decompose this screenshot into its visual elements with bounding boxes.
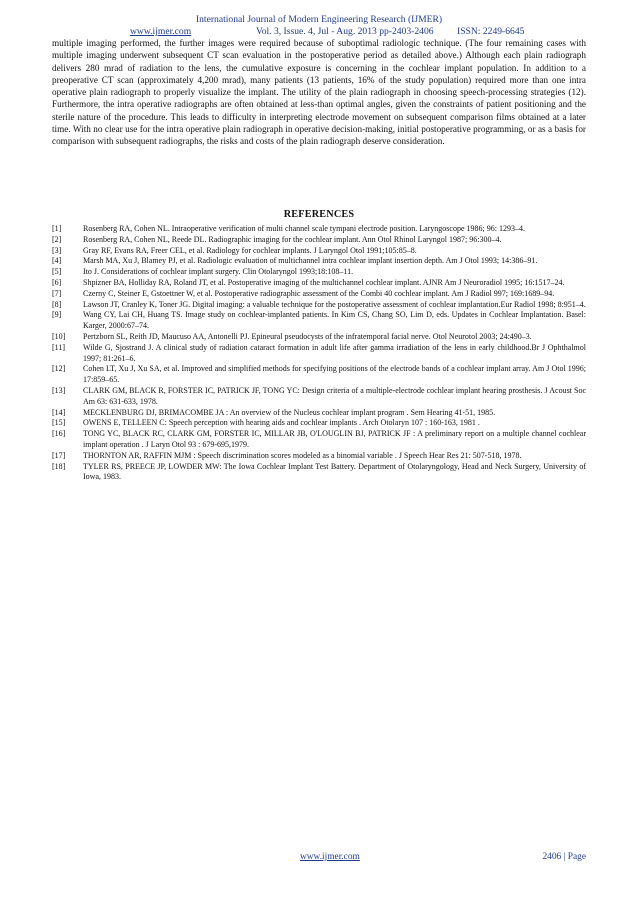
reference-item bbox=[52, 267, 586, 278]
reference-number: [4] bbox=[52, 256, 62, 266]
reference-text: MECKLENBURG DJ, BRIMACOMBE JA : An overview of the Nucleus cochlear implant program . Sem Hearing 41-51, 1985. bbox=[83, 407, 496, 417]
reference-text: CLARK GM, BLACK R, FORSTER IC, PATRICK JF, TONG YC: Design criteria of a multiple-electrode cochlear implant hearing prosthesis. J Acoust Soc Am 63: 631-633, 1978. bbox=[83, 385, 586, 406]
reference-item bbox=[52, 429, 586, 451]
reference-item bbox=[52, 386, 586, 408]
references-list bbox=[52, 224, 586, 483]
reference-number: [8] bbox=[52, 299, 62, 309]
header-website-link[interactable]: www.ijmer.com bbox=[130, 26, 192, 37]
journal-header bbox=[0, 14, 638, 38]
reference-number: [14] bbox=[52, 407, 66, 417]
reference-item bbox=[52, 278, 586, 289]
reference-item bbox=[52, 256, 586, 267]
reference-text: Czerny C, Steiner E, Gstoettner W, et al. Postoperative radiographic assessment of the Combi 40 cochlear implant. Am J Radiol 997; 169:1689–94. bbox=[83, 288, 555, 298]
reference-text: THORNTON AR, RAFFIN MJM : Speech discrimination scores modeled as a binomial variable . J Speech Hear Res 21: 507-518, 1978. bbox=[83, 450, 522, 460]
reference-number: [2] bbox=[52, 234, 62, 244]
reference-number: [12] bbox=[52, 364, 66, 374]
footer-website-link[interactable]: www.ijmer.com bbox=[300, 852, 360, 862]
header-issn: ISSN: 2249-6645 bbox=[457, 26, 525, 37]
reference-number: [9] bbox=[52, 310, 62, 320]
page-number: 2406 | Page bbox=[542, 852, 586, 862]
reference-item bbox=[52, 408, 586, 419]
reference-number: [13] bbox=[52, 385, 66, 395]
reference-number: [17] bbox=[52, 450, 66, 460]
reference-item bbox=[52, 310, 586, 332]
reference-number: [5] bbox=[52, 267, 62, 277]
reference-number: [16] bbox=[52, 429, 66, 439]
header-volume: Vol. 3, Issue. 4, Jul - Aug. 2013 pp-2403-2406 bbox=[256, 26, 434, 37]
reference-item bbox=[52, 332, 586, 343]
reference-number: [11] bbox=[52, 342, 66, 352]
reference-text: Lawson JT, Cranley K, Toner JG. Digital imaging: a valuable technique for the postoperative assessment of cochlear implantation.Eur Radiol 1998; 8:951–4. bbox=[83, 299, 586, 309]
body-paragraph: multiple imaging performed, the further images were required because of suboptimal radiologic technique. (The four remaining cases with multiple imaging underwent subsequent CT scan evaluation in the postoperative period as detailed above.) Although each plain radiograph delivers 280 mrad of radiation to the lens, the cumulative exposure is concerning in the cochlear implant population. In addition to a preoperative CT scan (approximately 4,200 mrad), many patients (13 patients, 16% of the study population) required more than one intra operative plain radiograph to properly visualize the implant. The utility of the plain radiograph in choosing speech-processing strategies (12). Furthermore, the intra operative radiographs are often obtained at less-than optimal angles, given the constraints of patient positioning and the sterile nature of the procedure. This leads to difficulty in interpreting electrode movement on subsequent comparison films obtained at a later time. With no clear use for the intra operative plain radiograph in operative decision-making, initial postoperative programming, or as a basis for comparison with subsequent radiographs, the risks and costs of the plain radiograph deserve consideration. bbox=[52, 38, 586, 146]
reference-item bbox=[52, 224, 586, 235]
reference-item bbox=[52, 300, 586, 311]
reference-text: Ito J. Considerations of cochlear implant surgery. Clin Otolaryngol 1993;18:108–11. bbox=[83, 267, 354, 277]
journal-title: International Journal of Modern Engineering Research (IJMER) bbox=[195, 14, 443, 25]
reference-number: [6] bbox=[52, 277, 62, 287]
reference-text: Pertzborn SL, Reith JD, Maucuso AA, Antonelli PJ. Epineural pseudocysts of the infratemporal facial nerve. Otol Neurotol 2003; 24:490–3. bbox=[83, 331, 532, 341]
reference-text: Marsh MA, Xu J, Blamey PJ, et al. Radiologic evaluation of multichannel intra cochlear implant insertion depth. Am J Otol 1993; 14:386–91. bbox=[83, 256, 538, 266]
reference-number: [7] bbox=[52, 288, 62, 298]
references-heading: REFERENCES bbox=[283, 209, 355, 220]
reference-item bbox=[52, 246, 586, 257]
reference-number: [15] bbox=[52, 418, 66, 428]
reference-text: Gray RF, Evans RA, Freer CEL, et al. Radiology for cochlear implants. J Laryngol Otol 1991;105:85–8. bbox=[83, 245, 417, 255]
reference-text: Rosenberg RA, Cohen NL. Intraoperative verification of multi channel scale tympani electrode position. Laryngoscope 1986; 96: 1293–4. bbox=[83, 224, 525, 233]
reference-item bbox=[52, 235, 586, 246]
reference-text: Wilde G, Sjostrand J. A clinical study of radiation cataract formation in adult life after gamma irradiation of the lens in early childhood.Br J Ophthalmol 1997; 81:261–6. bbox=[83, 342, 586, 363]
reference-item bbox=[52, 343, 586, 365]
reference-number: [10] bbox=[52, 331, 66, 341]
reference-text: Rosenberg RA, Cohen NL, Reede DL. Radiographic imaging for the cochlear implant. Ann Otol Rhinol Laryngol 1987; 96:300–4. bbox=[83, 234, 502, 244]
reference-number: [18] bbox=[52, 461, 66, 471]
reference-text: OWENS E, TELLEEN C: Speech perception with hearing aids and cochlear implants . Arch Otolaryn 107 : 160-163, 1981 . bbox=[83, 418, 480, 428]
reference-number: [3] bbox=[52, 245, 62, 255]
reference-text: TYLER RS, PREECE JP, LOWDER MW: The Iowa Cochlear Implant Test Battery. Department of Otolaryngology, Head and Neck Surgery, University of Iowa, 1983. bbox=[83, 461, 586, 482]
page-footer bbox=[0, 852, 638, 866]
reference-item bbox=[52, 462, 586, 484]
reference-item bbox=[52, 364, 586, 386]
reference-item bbox=[52, 289, 586, 300]
reference-text: Cohen LT, Xu J, Xu SA, et al. Improved and simplified methods for specifying positions of the electrode bands of a cochlear implant array. Am J Otol 1996; 17:859–65. bbox=[83, 364, 586, 385]
reference-number: [1] bbox=[52, 224, 62, 233]
reference-text: TONG YC, BLACK RC, CLARK GM, FORSTER IC, MILLAR JB, O'LOUGLIN BJ, PATRICK JF : A preliminary report on a multiple channel cochlear implant operation . J Laryn Otol 93 : 679-695,1979. bbox=[83, 429, 586, 449]
reference-item bbox=[52, 451, 586, 462]
reference-text: Wang CY, Lai CH, Huang TS. Image study on cochlear-implanted patients. In Kim CS, Chang SO, Lim D, eds. Updates in Cochlear Implantation. Basel: Karger, 2000:67–74. bbox=[83, 310, 586, 331]
reference-item bbox=[52, 418, 586, 429]
reference-text: Shpizner BA, Holliday RA, Roland JT, et al. Postoperative imaging of the multichannel cochlear implant. AJNR Am J Neuroradiol 1995; 16:1517–24. bbox=[83, 277, 565, 287]
